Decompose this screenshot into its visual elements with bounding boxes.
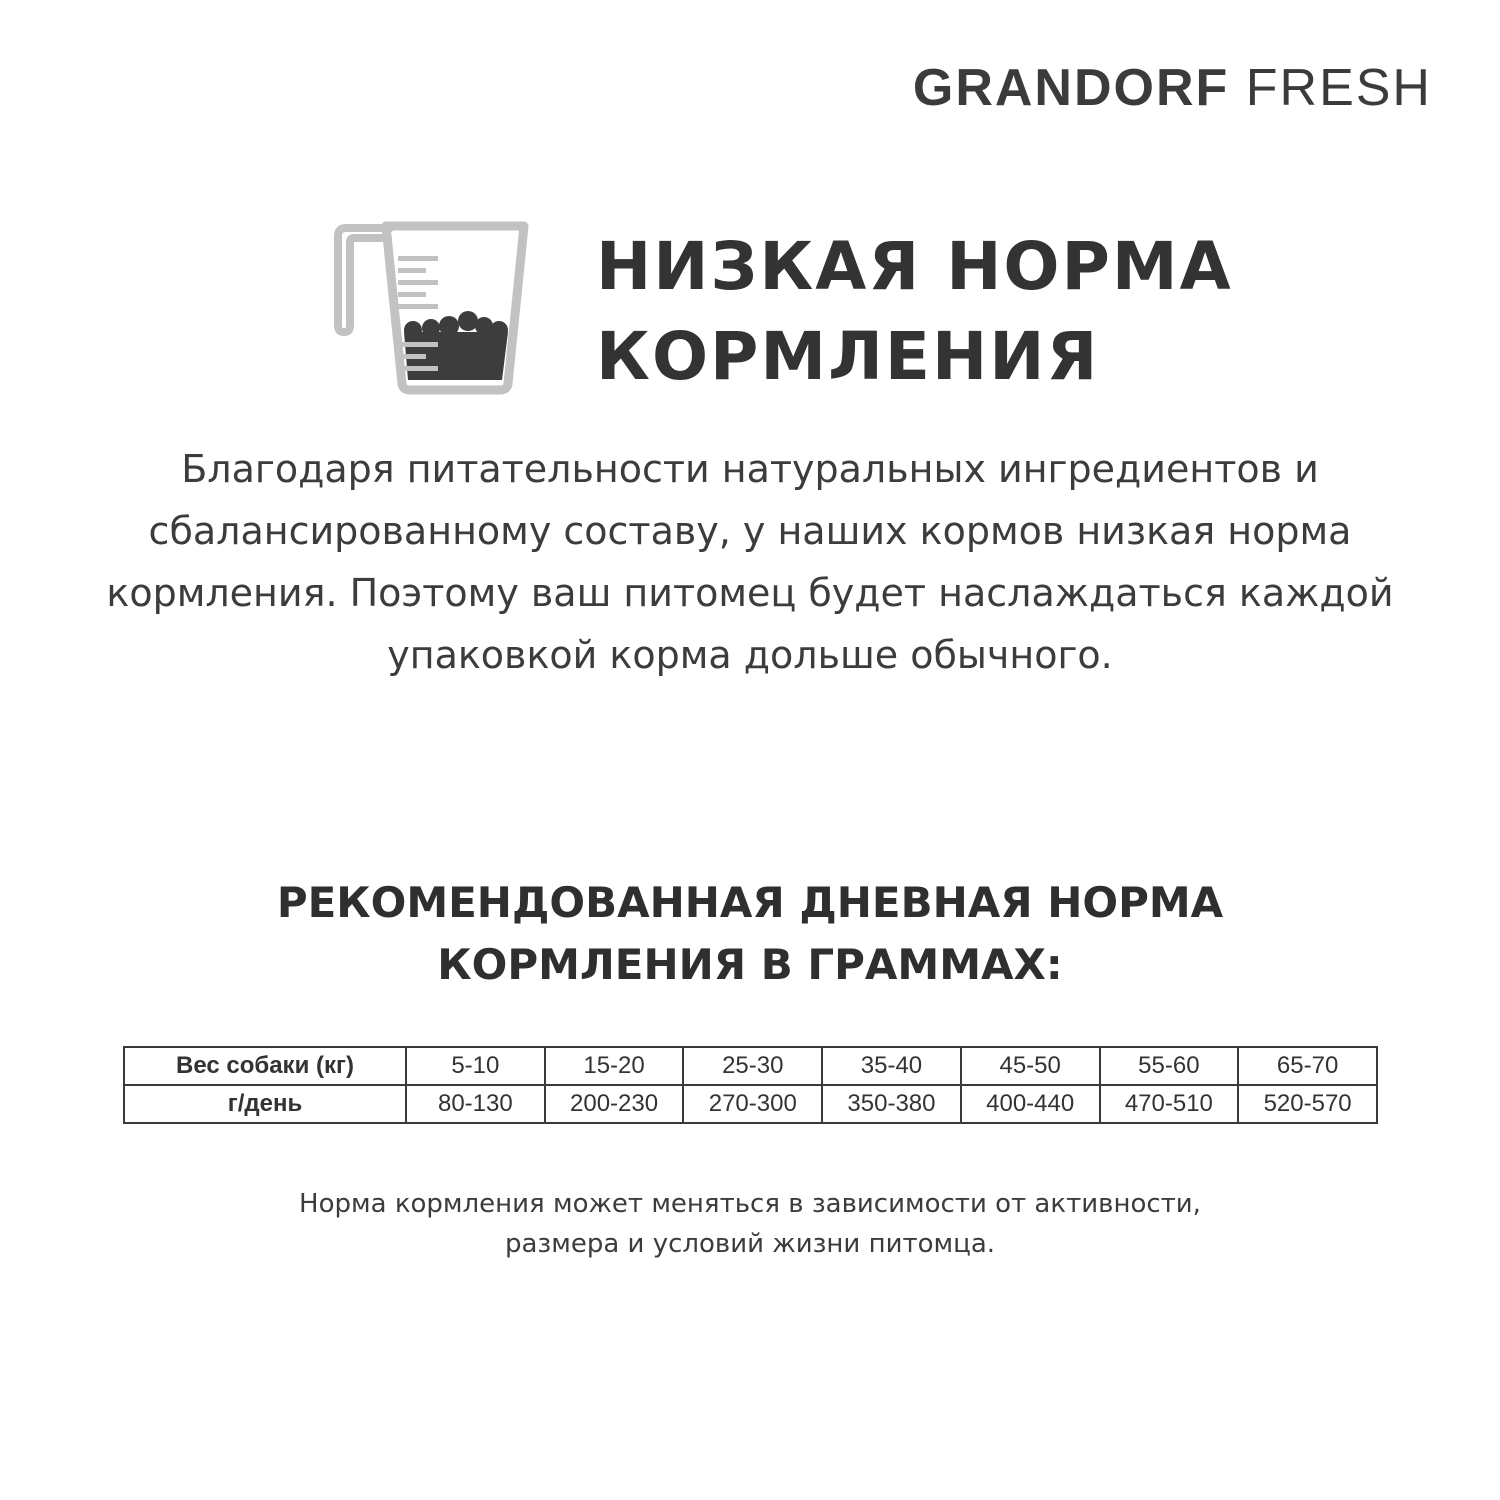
table-cell: 270-300 (683, 1085, 822, 1123)
feeding-table (123, 1046, 1378, 1124)
table-cell: 200-230 (545, 1085, 684, 1123)
brand-name-light: FRESH (1245, 59, 1432, 117)
table-cell: 65-70 (1238, 1047, 1377, 1085)
feeding-note (100, 1184, 1400, 1264)
table-cell: 15-20 (545, 1047, 684, 1085)
section-title (100, 872, 1400, 996)
table-cell: 470-510 (1100, 1085, 1239, 1123)
brand-logo (913, 58, 1432, 118)
intro-paragraph: Благодаря питательности натуральных ингредиентов и сбалансированному составу, у наших кормов низкая норма кормления. Поэтому ваш питомец будет наслаждаться каждой упаковкой корма дольше обычного. (106, 447, 1394, 677)
table-cell: 35-40 (822, 1047, 961, 1085)
table-cell: 80-130 (406, 1085, 545, 1123)
table-cell: 45-50 (961, 1047, 1100, 1085)
row-header-weight: Вес собаки (кг) (124, 1047, 406, 1085)
table-cell: 350-380 (822, 1085, 961, 1123)
brand-name-bold: GRANDORF (912, 59, 1230, 117)
table-cell: 400-440 (961, 1085, 1100, 1123)
section-title-line-2: КОРМЛЕНИЯ В ГРАММАХ: (437, 940, 1063, 989)
section-title-line-1: РЕКОМЕНДОВАННАЯ ДНЕВНАЯ НОРМА (276, 878, 1224, 927)
feeding-note-line-1: Норма кормления может меняться в зависимости от активности, (299, 1189, 1201, 1219)
table-row-weight (124, 1047, 1377, 1085)
feeding-table-wrapper (123, 1046, 1378, 1124)
table-cell: 25-30 (683, 1047, 822, 1085)
table-cell: 5-10 (406, 1047, 545, 1085)
hero-title (596, 222, 1233, 402)
table-row-grams (124, 1085, 1377, 1123)
hero-title-line-1: НИЗКАЯ НОРМА (596, 228, 1233, 305)
row-header-grams: г/день (124, 1085, 406, 1123)
table-cell: 520-570 (1238, 1085, 1377, 1123)
measuring-cup-icon (330, 218, 530, 398)
hero-title-line-2: КОРМЛЕНИЯ (596, 318, 1100, 395)
feeding-note-line-2: размера и условий жизни питомца. (504, 1229, 996, 1259)
table-cell: 55-60 (1100, 1047, 1239, 1085)
